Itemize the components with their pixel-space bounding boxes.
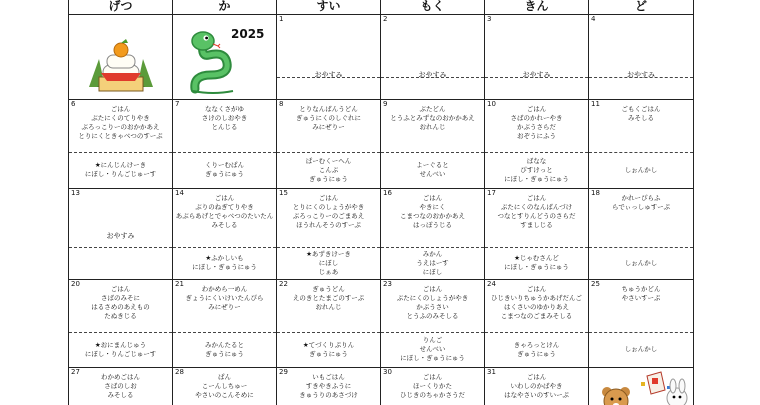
weekday-sat: ど [634, 0, 647, 13]
day-number: 4 [591, 15, 596, 23]
lunch-item: はるさめのあえもの [91, 303, 150, 311]
snack-item: ばなな [526, 157, 547, 165]
day-cell-22 [277, 280, 381, 367]
menu-divider [381, 77, 484, 78]
lunch-item: こまつなのごまみそしる [500, 312, 573, 320]
lunch-menu [381, 194, 484, 230]
menu-divider [69, 247, 172, 248]
snack-item: ★ふかしいも [205, 254, 244, 262]
day-cell-10 [485, 100, 589, 188]
snack-item: にぼし・ぎゅうにゅう [504, 175, 569, 183]
snack-item: じぁあ [318, 268, 339, 276]
lunch-item: とうふのみそしる [406, 312, 459, 320]
lunch-menu [381, 285, 484, 321]
lunch-item: ぱん [218, 373, 231, 381]
lunch-item: ごはん [526, 285, 547, 293]
day-number: 31 [487, 368, 496, 376]
snack-menu [485, 157, 588, 184]
day-number: 20 [71, 280, 80, 288]
lunch-item: わかめら一めん [201, 285, 248, 293]
week-row [69, 15, 693, 100]
menu-divider [589, 247, 693, 248]
day-number: 13 [71, 189, 80, 197]
snack-menu [589, 259, 693, 268]
lunch-item: つなとすりんどうのさらだ [497, 212, 576, 220]
lunch-item: こまつなのおかかあえ [400, 212, 465, 220]
snack-menu [277, 250, 380, 277]
snack-item: くりーむぱん [205, 161, 244, 169]
lunch-menu [381, 105, 484, 132]
day-cell-11 [589, 100, 693, 188]
snack-item: にぼし [422, 268, 443, 276]
menu-divider [589, 332, 693, 333]
lunch-item: ごはん [422, 373, 443, 381]
lunch-item: ぶたどん [419, 105, 446, 113]
lunch-menu [381, 373, 484, 400]
lunch-menu [485, 373, 588, 400]
snack-menu [277, 341, 380, 359]
lunch-item: ほーくりかた [413, 382, 452, 390]
lunch-item: ひじきいりちゅうかあげだんご [491, 294, 582, 302]
lunch-item: すましじる [520, 221, 553, 229]
snack-item: きゃろっとけん [513, 341, 560, 349]
snack-menu [277, 157, 380, 184]
menu-divider [277, 77, 380, 78]
lunch-item: みそしる [211, 221, 238, 229]
day-number: 22 [279, 280, 288, 288]
week-row [69, 280, 693, 368]
lunch-item: らでぃっしゅすーぷ [612, 203, 670, 211]
lunch-item: いわしのかばやき [510, 382, 563, 390]
menu-divider [277, 247, 380, 248]
menu-divider [485, 77, 588, 78]
lunch-item: ぎょうにくいけいたんぴら [185, 294, 264, 302]
lunch-menu [485, 285, 588, 321]
lunch-item: ぶたにくのしょうがやき [396, 294, 469, 302]
lunch-menu [69, 105, 172, 141]
snack-item: にぼし・ぎゅうにゅう [504, 263, 569, 271]
lunch-item: ぶろっこりーのおかかあえ [81, 123, 160, 131]
lunch-menu [485, 194, 588, 230]
day-number: 2 [383, 15, 388, 23]
menu-divider [173, 332, 276, 333]
lunch-menu [277, 194, 380, 230]
snack-item: みかんたると [205, 341, 244, 349]
lunch-item: ごはん [214, 194, 235, 202]
snack-item: にぼし [318, 259, 339, 267]
snack-menu [69, 161, 172, 179]
day-cell-16 [381, 189, 485, 279]
weekday-tue: か [173, 0, 277, 14]
snack-item: ぱーむくーへん [305, 157, 352, 165]
lunch-item: ごはん [422, 194, 443, 202]
menu-divider [277, 332, 380, 333]
day-cell-24 [485, 280, 589, 367]
lunch-item: さばのかれーやき [510, 114, 563, 122]
lunch-item: みそしる [628, 114, 654, 122]
lunch-item: おれんじ [419, 123, 446, 131]
menu-divider [277, 152, 380, 153]
menu-divider [381, 152, 484, 153]
lunch-item: ごはん [526, 105, 547, 113]
lunch-item: ごはん [422, 285, 443, 293]
lunch-item: ごはん [526, 194, 547, 202]
snack-item: ★じゃむさんど [514, 254, 559, 262]
snack-menu [173, 254, 276, 272]
weekday-thu: もく [381, 0, 485, 14]
day-cell-31 [485, 368, 589, 405]
lunch-item: とりにくのしょうがやき [292, 203, 365, 211]
holiday-label: おやすみ [106, 232, 135, 240]
day-cell-30 [381, 368, 485, 405]
lunch-item: とんじる [211, 123, 238, 131]
lunch-item: ちゅうかどん [621, 285, 661, 293]
day-number: 30 [383, 368, 392, 376]
day-number: 3 [487, 15, 492, 23]
snack-menu [381, 336, 484, 363]
day-number: 25 [591, 280, 600, 288]
snack-menu [381, 161, 484, 179]
snack-item: こんぶ [318, 166, 339, 174]
day-cell-29 [277, 368, 381, 405]
snack-item: せんべい [419, 170, 446, 178]
lunch-menu [589, 105, 693, 123]
lunch-menu [589, 194, 693, 212]
lunch-item: とうふとみずなのおかかあえ [390, 114, 475, 122]
snack-item: せんべい [419, 345, 446, 353]
lunch-item: ぎゅうどん [312, 285, 345, 293]
menu-divider [485, 332, 588, 333]
day-cell-20 [69, 280, 173, 367]
lunch-item: みそしる [107, 391, 134, 399]
lunch-item: きゅうりのあさづけ [299, 391, 358, 399]
menu-divider [381, 247, 484, 248]
day-cell-27 [69, 368, 173, 405]
holiday-label: おやすみ [314, 71, 343, 79]
snack-item: よーぐると [416, 161, 449, 169]
snack-menu [381, 250, 484, 277]
day-cell-15 [277, 189, 381, 279]
day-cell-23 [381, 280, 485, 367]
lunch-item: ぶたにくのなんばんづけ [500, 203, 573, 211]
lunch-item: やさいのこんそめに [195, 391, 254, 399]
week-row [69, 189, 693, 280]
lunch-menu [277, 105, 380, 132]
day-cell-2 [381, 15, 485, 99]
day-cell-8 [277, 100, 381, 188]
year-label: 2025 [231, 27, 265, 41]
weekday-wed: すい [277, 0, 381, 14]
day-cell-9 [381, 100, 485, 188]
day-number: 24 [487, 280, 496, 288]
day-cell-13 [69, 189, 173, 279]
snack-item: ぎゅうにゅう [205, 170, 244, 178]
lunch-menu [173, 105, 276, 132]
menu-divider [485, 247, 588, 248]
menu-divider [381, 332, 484, 333]
menu-divider [589, 77, 693, 78]
snack-item: ★てづくりぷりん [302, 341, 355, 349]
lunch-item: ごもくごはん [621, 105, 661, 113]
day-number: 27 [71, 368, 80, 376]
day-number: 6 [71, 100, 76, 108]
day-cell-17 [485, 189, 589, 279]
snack-item: ぎゅうにゅう [309, 350, 348, 358]
lunch-item: ごはん [318, 194, 339, 202]
day-number: 18 [591, 189, 600, 197]
lunch-item: すきやきふうに [305, 382, 352, 390]
lunch-item: はっぽうじる [413, 221, 452, 229]
snack-menu [485, 341, 588, 359]
snack-menu [589, 166, 693, 175]
kagami-mochi-illustration [69, 15, 173, 99]
snack-item: うえはーす [416, 259, 449, 267]
lunch-item: ななくさがゆ [205, 105, 244, 113]
lunch-item: みにぜりー [208, 303, 241, 311]
day-number: 21 [175, 280, 184, 288]
snack-item: しぉんかし [624, 345, 658, 353]
weekday-header-row [69, 0, 693, 15]
lunch-item: ひじきのちゃかさうだ [400, 391, 465, 399]
lunch-item: わかめごはん [101, 373, 140, 381]
day-number: 10 [487, 100, 496, 108]
lunch-item: やきにく [419, 203, 446, 211]
lunch-item: いもごはん [312, 373, 345, 381]
lunch-item: かれーぴらふ [621, 194, 661, 202]
lunch-menu [277, 285, 380, 312]
lunch-item: えのきとたまごのすーぷ [292, 294, 365, 302]
holiday-label: おやすみ [522, 71, 551, 79]
lunch-calendar [68, 0, 694, 405]
snack-item: ぎゅうにゅう [517, 350, 556, 358]
lunch-menu [173, 194, 276, 230]
lunch-item: とりなんばんうどん [299, 105, 358, 113]
day-number: 11 [591, 100, 600, 108]
lunch-item: さばのしお [104, 382, 137, 390]
lunch-item: とりにくときゃべつのすーぷ [78, 132, 163, 140]
lunch-item: ぶたにくのてりやき [91, 114, 150, 122]
holiday-label: おやすみ [627, 71, 655, 79]
menu-divider [589, 152, 693, 153]
lunch-item: ごはん [110, 285, 131, 293]
day-cell-14 [173, 189, 277, 279]
day-number: 1 [279, 15, 284, 23]
snack-item: ぴすけっと [520, 166, 553, 174]
lunch-menu [69, 285, 172, 321]
snack-menu [173, 341, 276, 359]
day-number: 16 [383, 189, 392, 197]
snack-item: ぎゅうにゅう [205, 350, 244, 358]
weekday-mon: げつ [69, 0, 173, 14]
snack-item: ぎゅうにゅう [309, 175, 348, 183]
menu-divider [69, 152, 172, 153]
snack-menu [485, 254, 588, 272]
day-number: 29 [279, 368, 288, 376]
menu-divider [173, 152, 276, 153]
snack-item: にぼし・りんごじゅーす [84, 170, 157, 178]
lunch-item: はくさいのゆかりあえ [504, 303, 569, 311]
lunch-menu [173, 285, 276, 312]
lunch-item: ぎゅうにくのしぐれに [296, 114, 361, 122]
day-cell-18 [589, 189, 693, 279]
snack-item: にぼし・りんごじゅーす [84, 350, 157, 358]
snack-menu [69, 341, 172, 359]
image-cell [69, 15, 173, 99]
day-number: 14 [175, 189, 184, 197]
lunch-item: たぬきじる [104, 312, 137, 320]
lunch-item: かぶうさらだ [517, 123, 556, 131]
day-cell-21 [173, 280, 277, 367]
weekday-fri: きん [485, 0, 589, 14]
snack-item: りんご [422, 336, 443, 344]
day-cell-1 [277, 15, 381, 99]
lunch-item: あぶらあげとでゃべつのたいたん [175, 212, 274, 220]
lunch-item: かぶうさい [416, 303, 449, 311]
menu-divider [69, 332, 172, 333]
lunch-menu [173, 373, 276, 400]
day-cell-7 [173, 100, 277, 188]
day-number: 28 [175, 368, 184, 376]
lunch-item: ぶろっこりーのごまあえ [292, 212, 365, 220]
lunch-item: やさいすーぷ [621, 294, 661, 302]
image-cell [173, 15, 277, 99]
lunch-item: さけのしおやき [201, 114, 248, 122]
lunch-item: ほうれんそうのすーぷ [296, 221, 361, 229]
snack-item: にぼし・ぎゅうにゅう [192, 263, 257, 271]
snack-menu [589, 345, 693, 354]
menu-divider [485, 152, 588, 153]
lunch-menu [589, 285, 693, 303]
snack-item: しぉんかし [624, 166, 658, 174]
lunch-item: おぞうにふう [517, 132, 556, 140]
week-row [69, 100, 693, 189]
lunch-item: ぶりのねぎてりやき [195, 203, 254, 211]
snack-item: にぼし・ぎゅうにゅう [400, 354, 465, 362]
snack-item: しぉんかし [624, 259, 658, 267]
day-cell-3 [485, 15, 589, 99]
day-number: 17 [487, 189, 496, 197]
lunch-item: みにぜりー [312, 123, 345, 131]
lunch-item: こーんしちゅー [201, 382, 248, 390]
snack-item: みかん [422, 250, 443, 258]
animals-illustration [589, 368, 693, 405]
day-number: 7 [175, 100, 180, 108]
lunch-item: ごはん [526, 373, 547, 381]
snack-item: ★にんじんけーき [94, 161, 147, 169]
lunch-menu [485, 105, 588, 141]
day-number: 8 [279, 100, 284, 108]
day-number: 23 [383, 280, 392, 288]
snack-item: ★おにまんじゅう [94, 341, 147, 349]
lunch-item: さばのみそに [101, 294, 140, 302]
day-cell-4 [589, 15, 693, 99]
day-cell-25 [589, 280, 693, 367]
image-cell [589, 368, 693, 405]
holiday-label: おやすみ [418, 71, 447, 79]
lunch-menu [277, 373, 380, 400]
lunch-item: おれんじ [315, 303, 342, 311]
day-cell-6 [69, 100, 173, 188]
snack-item: ★あずきけーき [306, 250, 351, 258]
lunch-item: ごはん [110, 105, 131, 113]
lunch-item: はなやさいのすいーぷ [504, 391, 569, 399]
day-number: 15 [279, 189, 288, 197]
day-cell-28 [173, 368, 277, 405]
snack-menu [173, 161, 276, 179]
menu-divider [173, 247, 276, 248]
day-number: 9 [383, 100, 388, 108]
lunch-menu [69, 373, 172, 400]
week-row [69, 368, 693, 405]
